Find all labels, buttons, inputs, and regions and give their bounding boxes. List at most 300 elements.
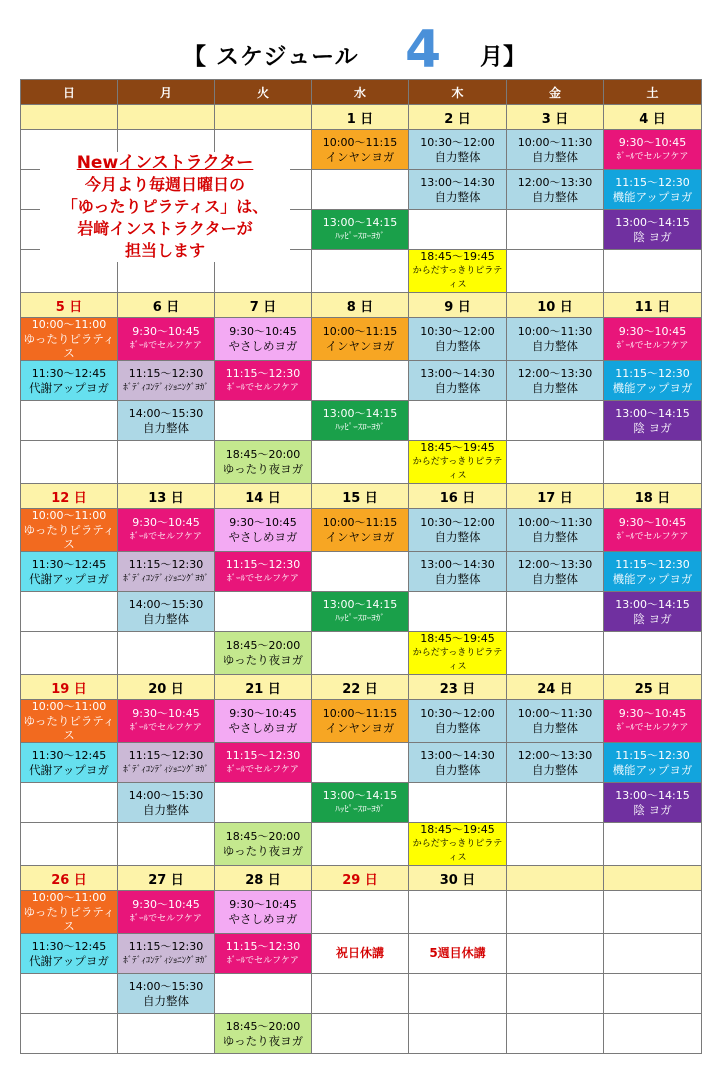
class-cell xyxy=(312,592,409,632)
date-cell: 18 日 xyxy=(604,484,702,509)
class-slot-row xyxy=(21,592,702,632)
class-name: ﾎﾞｰﾙでセルフケア xyxy=(130,723,202,733)
class-time: 10:00～11:15 xyxy=(322,516,398,529)
class-time: 13:00～14:15 xyxy=(322,215,398,229)
class-time: 9:30～10:45 xyxy=(618,707,687,720)
class-slot-row xyxy=(21,783,702,823)
class-name: 自力整体 xyxy=(434,762,481,777)
class-time: 10:00～11:00 xyxy=(31,318,107,331)
empty-slot xyxy=(312,361,409,401)
weekday-fri: 金 xyxy=(507,80,604,105)
class-name: からだすっきりピラティス xyxy=(412,457,503,481)
empty-slot xyxy=(604,934,702,974)
class-name: 自力整体 xyxy=(532,721,578,735)
empty-slot xyxy=(312,823,409,866)
class-cell xyxy=(604,401,702,441)
title-prefix: 【 スケジュール xyxy=(183,44,359,70)
class-cell xyxy=(604,509,702,552)
class-cell xyxy=(312,783,409,823)
date-cell: 6 日 xyxy=(118,293,215,318)
class-cell xyxy=(409,632,507,675)
class-time: 11:15～12:30 xyxy=(615,366,690,380)
date-cell xyxy=(118,105,215,130)
class-cell xyxy=(312,509,409,552)
class-cell xyxy=(118,401,215,441)
empty-slot xyxy=(409,974,507,1014)
class-name: 自力整体 xyxy=(532,571,578,586)
empty-slot xyxy=(118,441,215,484)
class-name: ﾎﾞｰﾙでセルフケア xyxy=(227,382,299,393)
class-time: 11:15～12:30 xyxy=(615,557,690,571)
class-time: 10:00～11:30 xyxy=(517,707,593,720)
class-cell xyxy=(604,170,702,210)
class-name: 自力整体 xyxy=(434,189,481,204)
class-name: 自力整体 xyxy=(434,571,481,586)
weekday-wed: 水 xyxy=(312,80,409,105)
empty-slot xyxy=(21,592,118,632)
date-cell: 12 日 xyxy=(21,484,118,509)
class-name: ﾊｯﾋﾟｰｽﾛｰﾖｶﾞ xyxy=(335,613,385,624)
class-cell xyxy=(118,700,215,743)
date-cell: 10 日 xyxy=(507,293,604,318)
class-cell xyxy=(604,361,702,401)
class-name: ﾎﾞﾃﾞｨｺﾝﾃﾞｨｼｮﾆﾝｸﾞﾖｶﾞ xyxy=(123,573,209,584)
class-name: ﾎﾞﾃﾞｨｺﾝﾃﾞｨｼｮﾆﾝｸﾞﾖｶﾞ xyxy=(123,955,209,966)
class-cell xyxy=(215,891,312,934)
class-time: 12:00～13:30 xyxy=(517,748,593,762)
class-time: 10:00～11:00 xyxy=(31,509,107,522)
class-name: 自力整体 xyxy=(143,420,189,435)
class-time: 9:30～10:45 xyxy=(132,898,200,911)
class-cell xyxy=(507,130,604,170)
class-cell xyxy=(215,318,312,361)
class-name: ﾎﾞｰﾙでセルフケア xyxy=(227,955,299,966)
class-cell xyxy=(409,441,507,484)
class-time: 18:45～20:00 xyxy=(225,1019,301,1033)
class-slot-row xyxy=(21,934,702,974)
class-name: ゆったり夜ヨガ xyxy=(222,653,304,667)
class-cell xyxy=(118,783,215,823)
class-name: ゆったり夜ヨガ xyxy=(222,844,304,858)
empty-slot xyxy=(312,552,409,592)
class-cell xyxy=(118,934,215,974)
class-time: 13:00～14:15 xyxy=(322,788,398,802)
holiday-label: 祝日休講 xyxy=(335,946,384,960)
class-name: ゆったりピラティス xyxy=(23,714,115,742)
date-cell: 20 日 xyxy=(118,675,215,700)
class-cell xyxy=(604,700,702,743)
class-cell xyxy=(215,441,312,484)
class-cell xyxy=(409,318,507,361)
class-time: 12:00～13:30 xyxy=(517,366,593,380)
class-slot-row xyxy=(21,401,702,441)
class-name: 自力整体 xyxy=(532,762,578,777)
class-time: 9:30～10:45 xyxy=(229,325,297,338)
class-name: からだすっきりピラティス xyxy=(412,839,503,863)
notice-headline: Newインストラクター xyxy=(76,153,254,173)
date-cell: 16 日 xyxy=(409,484,507,509)
empty-slot xyxy=(312,250,409,293)
empty-slot xyxy=(507,441,604,484)
class-cell xyxy=(409,743,507,783)
date-cell: 24 日 xyxy=(507,675,604,700)
class-cell xyxy=(21,743,118,783)
class-name: 陰 ヨガ xyxy=(633,420,672,435)
empty-slot xyxy=(507,891,604,934)
class-cell xyxy=(604,318,702,361)
empty-slot xyxy=(604,823,702,866)
empty-slot xyxy=(312,170,409,210)
class-name: 自力整体 xyxy=(532,530,578,544)
weekday-thu: 木 xyxy=(409,80,507,105)
class-cell xyxy=(21,552,118,592)
class-name: 自力整体 xyxy=(434,721,481,735)
class-name: ﾎﾞｰﾙでセルフケア xyxy=(130,532,202,542)
date-row xyxy=(21,484,702,509)
class-name: やさしめヨガ xyxy=(228,721,298,735)
empty-slot xyxy=(312,441,409,484)
class-cell xyxy=(507,361,604,401)
class-time: 18:45～20:00 xyxy=(225,448,301,461)
class-name: 陰 ヨガ xyxy=(633,229,672,244)
class-cell xyxy=(604,743,702,783)
class-cell xyxy=(507,743,604,783)
class-time: 13:00～14:15 xyxy=(615,788,690,802)
class-slot-row xyxy=(21,509,702,552)
notice-line: 担当します xyxy=(124,241,205,260)
empty-slot xyxy=(21,974,118,1014)
class-name: 自力整体 xyxy=(532,189,578,204)
class-name: ゆったり夜ヨガ xyxy=(222,1033,304,1048)
class-name: ﾎﾞｰﾙでセルフケア xyxy=(130,914,202,924)
date-row xyxy=(21,293,702,318)
class-time: 11:15～12:30 xyxy=(225,366,301,380)
class-time: 11:30～12:45 xyxy=(31,939,107,953)
class-cell xyxy=(312,700,409,743)
class-name: ﾊｯﾋﾟｰｽﾛｰﾖｶﾞ xyxy=(335,422,385,433)
class-name: ﾎﾞｰﾙでセルフケア xyxy=(616,341,689,351)
date-cell: 15 日 xyxy=(312,484,409,509)
class-time: 10:00～11:15 xyxy=(322,325,398,338)
class-cell xyxy=(21,700,118,743)
class-cell xyxy=(118,509,215,552)
empty-slot xyxy=(507,592,604,632)
class-slot-row xyxy=(21,552,702,592)
holiday-notice xyxy=(409,934,507,974)
date-cell: 3 日 xyxy=(507,105,604,130)
class-time: 10:00～11:30 xyxy=(517,135,593,149)
class-time: 10:00～11:30 xyxy=(517,516,593,529)
class-cell xyxy=(409,509,507,552)
class-time: 9:30～10:45 xyxy=(132,707,200,720)
class-time: 13:00～14:15 xyxy=(615,215,690,229)
class-name: 代謝アップヨガ xyxy=(29,953,109,968)
empty-slot xyxy=(21,401,118,441)
date-cell: 21 日 xyxy=(215,675,312,700)
holiday-notice xyxy=(312,934,409,974)
empty-slot xyxy=(118,823,215,866)
class-slot-row xyxy=(21,361,702,401)
class-cell xyxy=(312,130,409,170)
class-name: インヤンヨガ xyxy=(325,339,395,353)
class-time: 11:15～12:30 xyxy=(225,939,301,953)
class-time: 10:00～11:15 xyxy=(322,707,398,720)
class-time: 14:00～15:30 xyxy=(128,406,204,420)
class-cell xyxy=(604,210,702,250)
class-name: ﾎﾞｰﾙでセルフケア xyxy=(616,723,689,733)
class-name: ゆったりピラティス xyxy=(23,523,115,551)
class-time: 13:00～14:30 xyxy=(420,175,495,189)
class-name: 自力整体 xyxy=(434,380,481,395)
class-name: 機能アップヨガ xyxy=(612,380,693,395)
holiday-label: 5週目休講 xyxy=(429,946,486,960)
class-cell xyxy=(312,318,409,361)
class-name: ゆったりピラティス xyxy=(23,332,115,360)
class-slot-row xyxy=(21,700,702,743)
schedule-title xyxy=(0,0,720,78)
empty-slot xyxy=(507,632,604,675)
class-time: 11:30～12:45 xyxy=(31,557,107,571)
class-time: 13:00～14:30 xyxy=(420,557,495,571)
class-name: 代謝アップヨガ xyxy=(29,571,109,586)
class-name: 機能アップヨガ xyxy=(612,571,693,586)
empty-slot xyxy=(409,592,507,632)
date-cell: 4 日 xyxy=(604,105,702,130)
class-name: ﾎﾞｰﾙでセルフケア xyxy=(616,532,689,542)
class-name: ﾎﾞﾃﾞｨｺﾝﾃﾞｨｼｮﾆﾝｸﾞﾖｶﾞ xyxy=(123,382,209,393)
empty-slot xyxy=(604,441,702,484)
class-time: 13:00～14:15 xyxy=(322,406,398,420)
date-row xyxy=(21,105,702,130)
class-time: 10:30～12:00 xyxy=(420,325,495,338)
class-name: からだすっきりピラティス xyxy=(412,266,503,290)
class-time: 9:30～10:45 xyxy=(618,325,687,338)
class-cell xyxy=(215,552,312,592)
class-name: ﾎﾞｰﾙでセルフケア xyxy=(227,573,299,584)
empty-slot xyxy=(409,1014,507,1054)
empty-slot xyxy=(312,974,409,1014)
empty-slot xyxy=(215,783,312,823)
empty-slot xyxy=(507,783,604,823)
class-cell xyxy=(215,509,312,552)
date-cell: 23 日 xyxy=(409,675,507,700)
empty-slot xyxy=(507,1014,604,1054)
date-cell: 29 日 xyxy=(312,866,409,891)
class-name: 自力整体 xyxy=(532,149,578,164)
class-cell xyxy=(118,743,215,783)
empty-slot xyxy=(604,250,702,293)
date-cell: 13 日 xyxy=(118,484,215,509)
class-cell xyxy=(312,210,409,250)
class-name: ﾎﾞｰﾙでセルフケア xyxy=(227,764,299,775)
class-slot-row xyxy=(21,891,702,934)
class-cell xyxy=(507,318,604,361)
class-name: やさしめヨガ xyxy=(228,530,298,544)
class-name: 自力整体 xyxy=(434,149,481,164)
class-name: 自力整体 xyxy=(143,611,189,626)
class-time: 10:00～11:00 xyxy=(31,700,107,713)
class-time: 11:15～12:30 xyxy=(225,557,301,571)
date-cell: 17 日 xyxy=(507,484,604,509)
class-time: 11:30～12:45 xyxy=(31,748,107,762)
empty-slot xyxy=(215,592,312,632)
class-cell xyxy=(409,552,507,592)
class-cell xyxy=(312,401,409,441)
class-cell xyxy=(604,130,702,170)
class-cell xyxy=(507,170,604,210)
date-cell xyxy=(21,105,118,130)
class-time: 9:30～10:45 xyxy=(618,516,687,529)
empty-slot xyxy=(312,891,409,934)
date-row xyxy=(21,675,702,700)
class-time: 10:00～11:15 xyxy=(322,135,398,149)
date-cell xyxy=(604,866,702,891)
empty-slot xyxy=(604,974,702,1014)
empty-slot xyxy=(604,1014,702,1054)
class-slot-row xyxy=(21,318,702,361)
class-name: ﾊｯﾋﾟｰｽﾛｰﾖｶﾞ xyxy=(335,804,385,815)
class-time: 11:15～12:30 xyxy=(615,175,690,189)
class-time: 12:00～13:30 xyxy=(517,557,593,571)
class-name: 代謝アップヨガ xyxy=(29,762,109,777)
class-time: 13:00～14:15 xyxy=(615,406,690,420)
empty-slot xyxy=(507,250,604,293)
empty-slot xyxy=(409,210,507,250)
class-cell xyxy=(507,552,604,592)
class-slot-row xyxy=(21,1014,702,1054)
class-time: 14:00～15:30 xyxy=(128,597,204,611)
empty-slot xyxy=(507,210,604,250)
class-cell xyxy=(215,361,312,401)
class-time: 10:30～12:00 xyxy=(420,516,495,529)
class-cell xyxy=(604,783,702,823)
weekday-header-row xyxy=(21,80,702,105)
class-name: 自力整体 xyxy=(532,339,578,353)
date-cell xyxy=(507,866,604,891)
class-time: 9:30～10:45 xyxy=(132,516,200,529)
class-slot-row xyxy=(21,974,702,1014)
weekday-tue: 火 xyxy=(215,80,312,105)
class-time: 10:30～12:00 xyxy=(420,135,495,149)
class-name: からだすっきりピラティス xyxy=(412,648,503,672)
class-time: 18:45～20:00 xyxy=(225,830,301,843)
class-time: 9:30～10:45 xyxy=(229,707,297,720)
class-time: 10:30～12:00 xyxy=(420,707,495,720)
date-cell: 22 日 xyxy=(312,675,409,700)
date-cell: 14 日 xyxy=(215,484,312,509)
class-cell xyxy=(21,934,118,974)
class-time: 18:45～19:45 xyxy=(420,250,495,263)
class-name: 陰 ヨガ xyxy=(633,802,672,817)
class-cell xyxy=(507,700,604,743)
notice-line: 岩﨑インストラクターが xyxy=(77,219,253,238)
class-cell xyxy=(21,318,118,361)
class-cell xyxy=(215,823,312,866)
class-time: 11:15～12:30 xyxy=(128,557,204,571)
notice-line: 「ゆったりピラティス」は、 xyxy=(61,197,269,216)
date-row xyxy=(21,866,702,891)
class-name: ゆったり夜ヨガ xyxy=(222,462,304,476)
class-time: 18:45～20:00 xyxy=(225,639,301,652)
class-name: ﾎﾞｰﾙでセルフケア xyxy=(130,341,202,351)
weekday-sat: 土 xyxy=(604,80,702,105)
date-cell: 26 日 xyxy=(21,866,118,891)
class-time: 11:15～12:30 xyxy=(128,939,204,953)
class-name: 機能アップヨガ xyxy=(612,189,693,204)
class-name: やさしめヨガ xyxy=(228,912,298,926)
class-time: 11:15～12:30 xyxy=(225,748,301,762)
class-name: インヤンヨガ xyxy=(325,149,395,164)
empty-slot xyxy=(507,974,604,1014)
empty-slot xyxy=(118,1014,215,1054)
class-cell xyxy=(604,592,702,632)
class-cell xyxy=(118,318,215,361)
new-instructor-notice xyxy=(40,152,290,262)
empty-slot xyxy=(507,823,604,866)
class-time: 12:00～13:30 xyxy=(517,175,593,189)
empty-slot xyxy=(118,632,215,675)
date-cell: 9 日 xyxy=(409,293,507,318)
class-name: インヤンヨガ xyxy=(325,530,395,544)
class-cell xyxy=(409,361,507,401)
empty-slot xyxy=(409,891,507,934)
class-name: ﾎﾞｰﾙでセルフケア xyxy=(616,151,689,162)
date-cell: 11 日 xyxy=(604,293,702,318)
class-cell xyxy=(409,170,507,210)
class-name: 自力整体 xyxy=(434,339,481,353)
class-time: 13:00～14:15 xyxy=(322,597,398,611)
class-cell xyxy=(118,974,215,1014)
class-time: 9:30～10:45 xyxy=(229,516,297,529)
class-slot-row xyxy=(21,441,702,484)
class-name: 自力整体 xyxy=(532,380,578,395)
empty-slot xyxy=(604,632,702,675)
empty-slot xyxy=(215,401,312,441)
class-time: 14:00～15:30 xyxy=(128,979,204,993)
date-cell: 28 日 xyxy=(215,866,312,891)
class-cell xyxy=(409,823,507,866)
weekday-sun: 日 xyxy=(21,80,118,105)
empty-slot xyxy=(312,743,409,783)
empty-slot xyxy=(604,891,702,934)
empty-slot xyxy=(21,441,118,484)
title-suffix: 月】 xyxy=(480,44,526,70)
class-time: 13:00～14:15 xyxy=(615,597,690,611)
class-cell xyxy=(215,743,312,783)
empty-slot xyxy=(507,401,604,441)
class-cell xyxy=(118,552,215,592)
notice-line: 今月より毎週日曜日の xyxy=(84,175,245,194)
class-name: インヤンヨガ xyxy=(325,721,395,735)
class-time: 9:30～10:45 xyxy=(229,898,297,911)
class-cell xyxy=(409,700,507,743)
class-time: 11:30～12:45 xyxy=(31,366,107,380)
class-time: 10:00～11:30 xyxy=(517,325,593,338)
class-time: 10:00～11:00 xyxy=(31,891,107,904)
class-cell xyxy=(21,361,118,401)
class-cell xyxy=(409,250,507,293)
class-time: 18:45～19:45 xyxy=(420,632,495,645)
month-number: 4 xyxy=(405,20,442,80)
date-cell xyxy=(215,105,312,130)
class-name: 機能アップヨガ xyxy=(612,762,693,777)
class-cell xyxy=(507,509,604,552)
class-time: 18:45～19:45 xyxy=(420,823,495,836)
date-cell: 19 日 xyxy=(21,675,118,700)
class-cell xyxy=(409,130,507,170)
empty-slot xyxy=(312,632,409,675)
class-slot-row xyxy=(21,823,702,866)
